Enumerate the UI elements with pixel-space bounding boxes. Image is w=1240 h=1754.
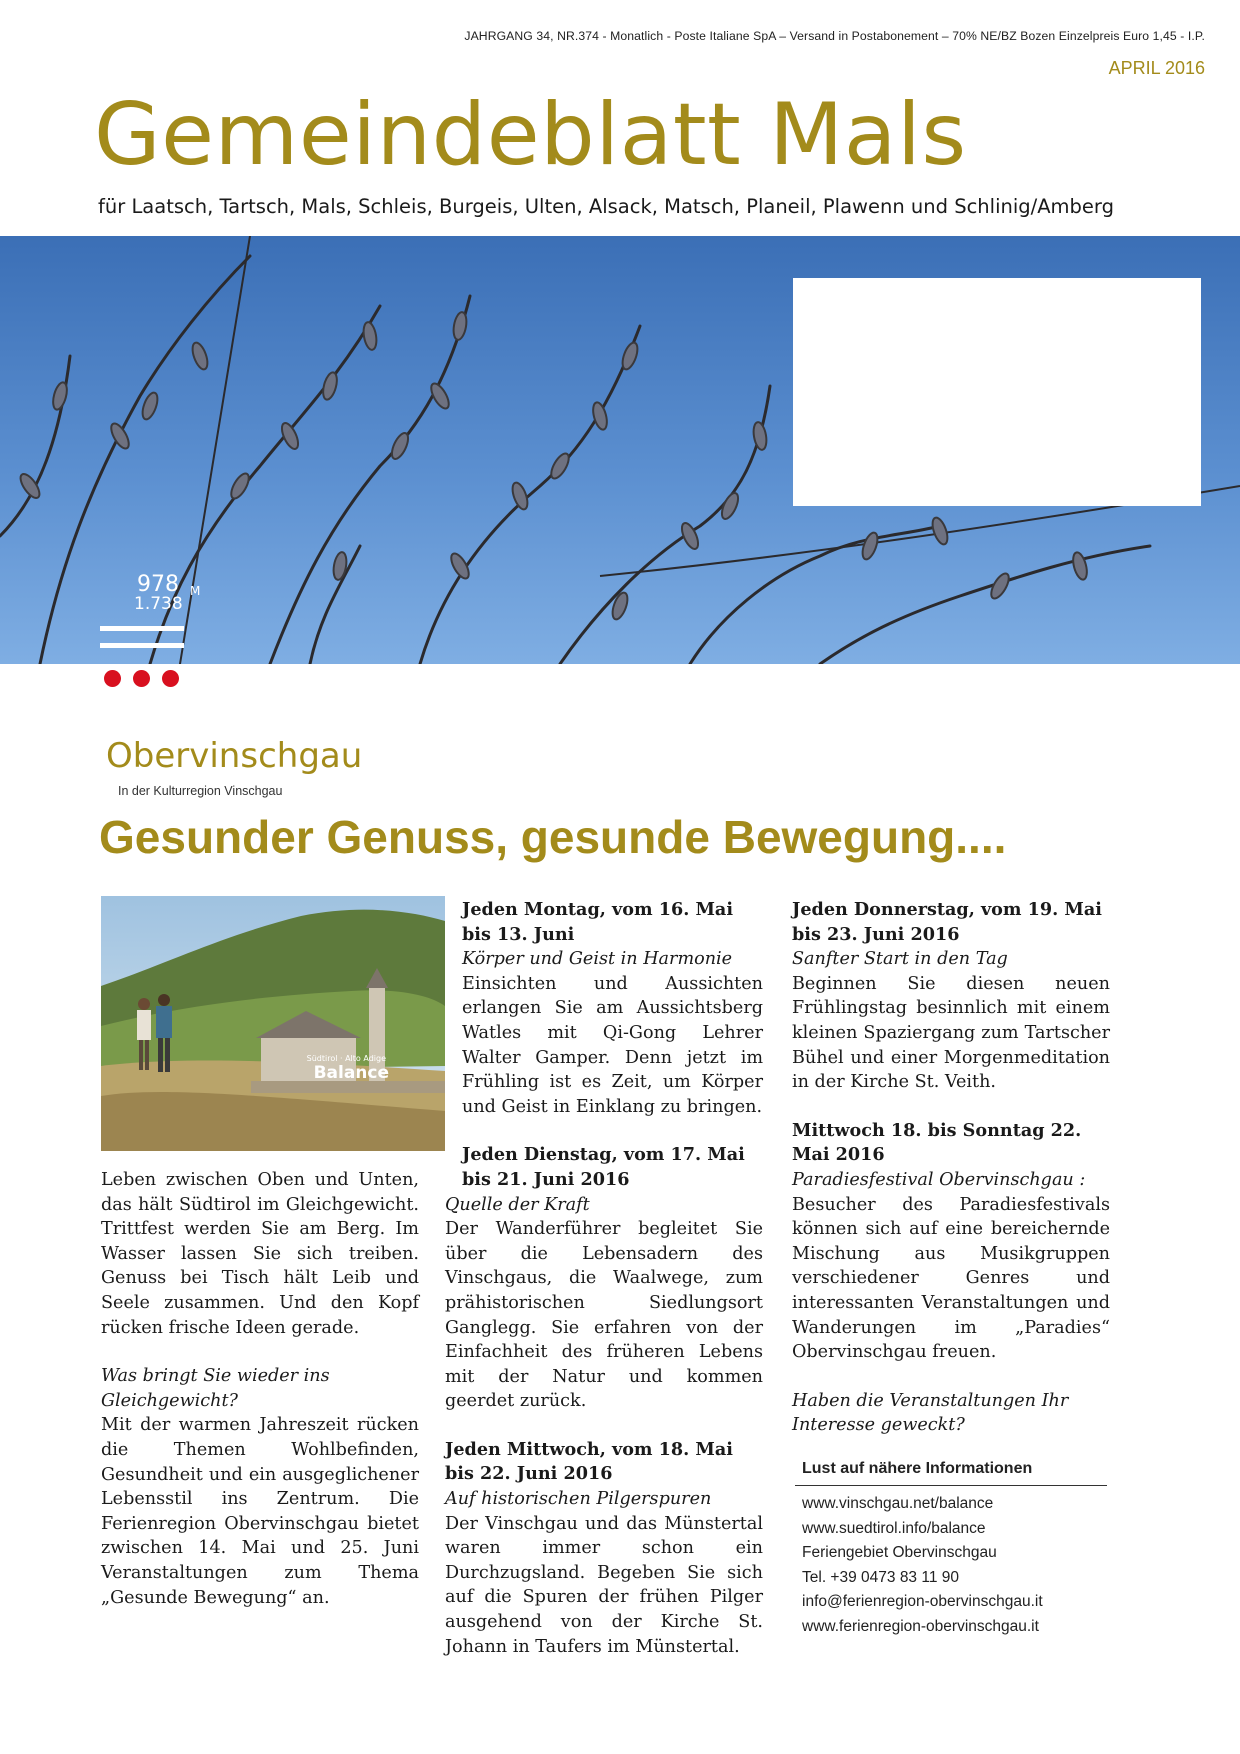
address-label-area bbox=[793, 278, 1201, 506]
publication-info: JAHRGANG 34, NR.374 - Monatlich - Poste Italiane SpA – Versand in Postabonement – 70% NE/BZ Bozen Einzelpreis Euro 1,45 - I.P. bbox=[464, 29, 1205, 43]
event-text: Einsichten und Aussichten erlangen Sie am Aussichtsberg Watles mit Qi-Gong Lehrer Walter Gamper. Denn jetzt im Frühling ist es Zeit, um Körper und Geist in Einklang zu bringen. bbox=[462, 973, 763, 1117]
column-3 bbox=[792, 898, 1110, 1438]
event-heading: Jeden Montag, vom 16. Mai bis 13. Juni bbox=[462, 899, 734, 945]
event-subtitle: Körper und Geist in Harmonie bbox=[462, 949, 733, 970]
event-heading: Mittwoch 18. bis Sonntag 22. Mai 2016 bbox=[792, 1119, 1082, 1166]
intro-text: Leben zwischen Oben und Unten, das hält Südtirol im Gleichgewicht. Trittfest werden Sie am Berg. Im Wasser lassen Sie sich treiben. Genuss bei Tisch hält Leib und Seele zusammen. Und den Kopf rücken frische Ideen gerade. bbox=[101, 1170, 419, 1338]
red-dot bbox=[162, 670, 179, 687]
info-website-balance[interactable]: www.vinschgau.net/balance bbox=[802, 1495, 994, 1512]
white-bar bbox=[100, 643, 184, 648]
newspaper-title: Gemeindeblatt Mals bbox=[94, 85, 967, 185]
region-tagline: In der Kulturregion Vinschgau bbox=[118, 784, 283, 798]
event-heading: Jeden Mittwoch, vom 18. Mai bis 22. Juni 2016 bbox=[445, 1438, 733, 1485]
event-text: Besucher des Paradiesfestivals können sich auf eine bereichernde Mischung aus Musikgruppen verschiedener Genres und interessanten Veranstaltungen und Wanderungen im „Paradies“ Obervinschgau freuen. bbox=[792, 1194, 1110, 1363]
altitude-unit: M bbox=[190, 584, 201, 598]
info-website-ferienregion[interactable]: www.ferienregion-obervinschgau.it bbox=[802, 1617, 1039, 1635]
info-box-divider bbox=[795, 1485, 1107, 1486]
info-phone: Tel. +39 0473 83 11 90 bbox=[802, 1568, 959, 1586]
red-dot bbox=[133, 670, 150, 687]
info-email[interactable]: info@ferienregion-obervinschgau.it bbox=[802, 1593, 1043, 1611]
event-text: Beginnen Sie diesen neuen Frühlingstag besinnlich mit einem kleinen Spaziergang zum Tartscher Bühel und einer Morgenmeditation in der Kirche St. Veith. bbox=[792, 973, 1110, 1093]
event-heading: Jeden Donnerstag, vom 19. Mai bis 23. Juni 2016 bbox=[792, 899, 1102, 945]
closing-question: Haben die Veranstaltungen Ihr Interesse geweckt? bbox=[792, 1390, 1069, 1436]
newspaper-subtitle: für Laatsch, Tartsch, Mals, Schleis, Burgeis, Ulten, Alsack, Matsch, Planeil, Plawenn und Schlinig/Amberg bbox=[98, 195, 1114, 218]
info-organization: Feriengebiet Obervinschgau bbox=[802, 1544, 997, 1562]
event-subtitle: Auf historischen Pilgerspuren bbox=[445, 1489, 712, 1510]
event-heading: Jeden Dienstag, vom 17. Mai bis 21. Juni 2016 bbox=[462, 1144, 745, 1190]
altitude-bottom: 1.738 bbox=[134, 594, 183, 614]
event-text: Der Vinschgau und das Münstertal waren immer schon ein Durchzugsland. Begeben Sie sich auf die Spuren der frühen Pilger ausgehend von der Kirche St. Johann in Taufers im Münstertal. bbox=[445, 1513, 763, 1657]
column-1 bbox=[101, 1168, 419, 1610]
region-logo: Obervinschgau bbox=[106, 736, 363, 776]
intro-question: Was bringt Sie wieder ins Gleichgewicht? bbox=[101, 1366, 330, 1411]
intro-text-2: Mit der warmen Jahreszeit rücken die Themen Wohlbefinden, Gesundheit und ein ausgeglichener Lebensstil ins Zentrum. Die Ferienregion Obervinschgau bietet zwischen 14. Mai und 25. Juni Veranstaltungen zum Thema „Gesunde Bewegung“ an. bbox=[101, 1415, 419, 1608]
info-box-title: Lust auf nähere Informationen bbox=[802, 1460, 1033, 1477]
photo-brand-small: Südtirol · Alto Adige bbox=[306, 1054, 386, 1063]
event-text: Der Wanderführer begleitet Sie über die Lebensadern des Vinschgaus, die Waalwege, zum prähistorischen Siedlungsort Ganglegg. Sie erfahren von der Einfachheit des früheren Lebens mit der Natur und kommen geerdet zurück. bbox=[445, 1219, 763, 1412]
info-box-lines bbox=[802, 1492, 1043, 1640]
info-website-suedtirol[interactable]: www.suedtirol.info/balance bbox=[802, 1519, 986, 1537]
event-subtitle: Paradiesfestival Obervinschgau : bbox=[792, 1169, 1086, 1190]
white-bar bbox=[100, 626, 184, 631]
altitude-top: 978 bbox=[137, 572, 179, 597]
red-dot bbox=[104, 670, 121, 687]
event-subtitle: Quelle der Kraft bbox=[445, 1194, 590, 1215]
column-2 bbox=[445, 898, 763, 1659]
article-headline: Gesunder Genuss, gesunde Bewegung.... bbox=[99, 811, 1007, 863]
event-subtitle: Sanfter Start in den Tag bbox=[792, 949, 1008, 970]
article-photo bbox=[101, 896, 445, 1151]
issue-date: APRIL 2016 bbox=[1108, 58, 1205, 78]
photo-brand: Balance bbox=[313, 1063, 389, 1083]
